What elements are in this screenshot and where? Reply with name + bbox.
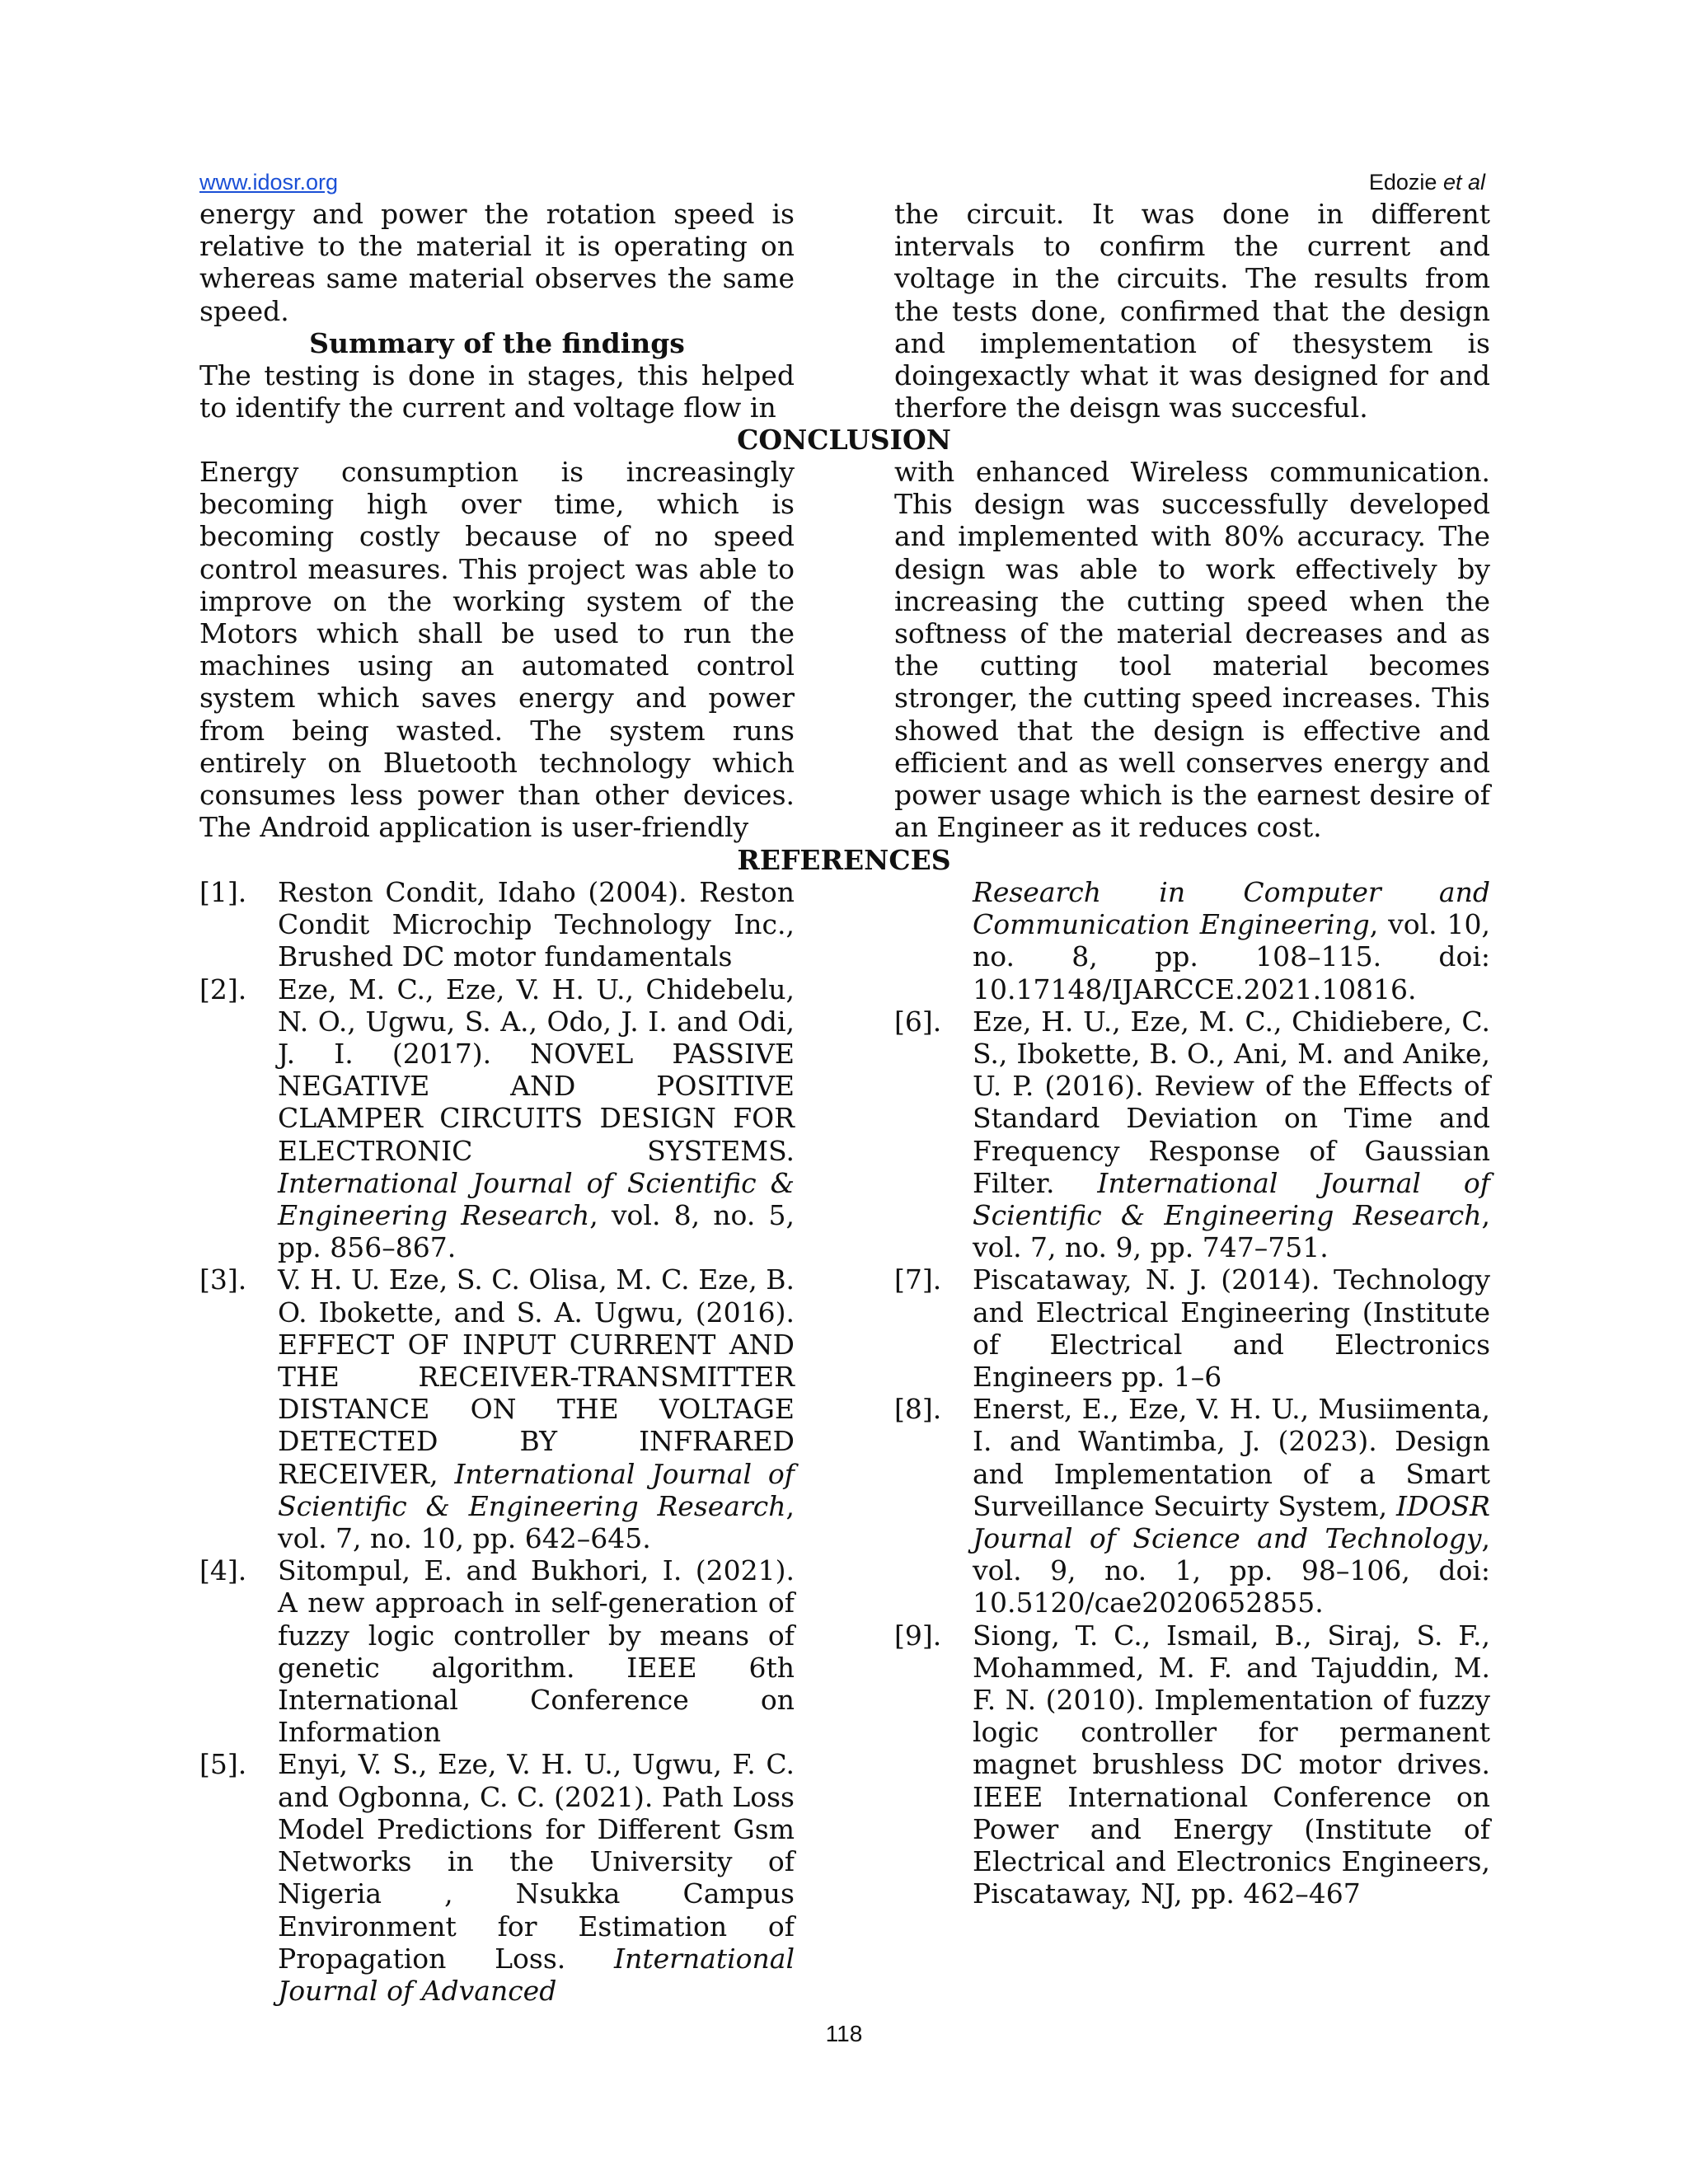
author-name: Edozie	[1368, 170, 1437, 194]
reference-item	[199, 1554, 795, 1748]
journal-name: Research in Computer and Communication Engineering	[973, 876, 1490, 941]
journal-name: International Journal of Scientific & Engineering Research	[278, 1457, 795, 1522]
reference-text: Enerst, E., Eze, V. H. U., Musiimenta, I. and Wantimba, J. (2023). Design and Implementation of a Smart Surveillance Secuirty System, IDOSR Journal of Science and Technology, vol. 9, no. 1, pp. 98–106, doi: 10.5120/cae2020652855.	[973, 1393, 1490, 1619]
page-number: 118	[825, 2021, 863, 2046]
reference-item	[199, 876, 795, 973]
references-heading: REFERENCES	[737, 844, 951, 876]
conclusion-paragraph: Energy consumption is increasingly becoming high over time, which is becoming costly because of no speed control measures. This project was able to improve on the working system of the Motors which shall be used to run the machines using an automated control system which saves energy and power from being wasted. The system runs entirely on Bluetooth technology which consumes less power than other devices. The Android application is user-friendly	[199, 456, 795, 844]
running-author	[1369, 169, 1485, 195]
summary-heading: Summary of the findings	[309, 326, 685, 359]
reference-item	[894, 1005, 1490, 1264]
reference-text: Reston Condit, Idaho (2004). Reston Condit Microchip Technology Inc., Brushed DC motor fundamentals	[278, 876, 795, 973]
reference-text: Siong, T. C., Ismail, B., Siraj, S. F., Mohammed, M. F. and Tajuddin, M. F. N. (2010). Implementation of fuzzy logic controller for permanent magnet brushless DC motor drives. IEEE International Conference on Power and Energy (Institute of Electrical and Electronics Engineers, Piscataway, NJ, pp. 462–467	[973, 1619, 1490, 1910]
conclusion-paragraph-continued: with enhanced Wireless communication. This design was successfully developed and implemented with 80% accuracy. The design was able to work effectively by increasing the cutting speed when the softness of the material decreases and as the cutting tool material becomes stronger, the cutting speed increases. This showed that the design is effective and efficient and as well conserves energy and power usage which is the earnest desire of an Engineer as it reduces cost.	[894, 456, 1490, 844]
journal-site-link[interactable]: www.idosr.org	[199, 170, 339, 194]
reference-number: [9].	[894, 1619, 942, 1652]
summary-paragraph-continued: the circuit. It was done in different intervals to confirm the current and voltage in the circuits. The results from the tests done, confirmed that the design and implementation of thesystem is doingexactly what it was designed for and therfore the deisgn was succesful.	[894, 198, 1490, 424]
reference-number: [5].	[199, 1748, 247, 1781]
reference-number: [3].	[199, 1263, 247, 1296]
reference-number: [4].	[199, 1554, 247, 1587]
reference-item	[199, 973, 795, 1264]
reference-item	[894, 1263, 1490, 1393]
journal-name: International Journal of Scientific & Engineering Research	[278, 1166, 795, 1232]
references-right-column	[894, 876, 1490, 1910]
reference-number: [8].	[894, 1393, 942, 1426]
top-right-column	[894, 198, 1490, 424]
journal-name: IDOSR Journal of Science and Technology	[973, 1489, 1490, 1555]
reference-text: V. H. U. Eze, S. C. Olisa, M. C. Eze, B. O. Ibokette, and S. A. Ugwu, (2016). EFFECT OF INPUT CURRENT AND THE RECEIVER-TRANSMITTER DISTANCE ON THE VOLTAGE DETECTED BY INFRARED RECEIVER, International Journal of Scientific & Engineering Research, vol. 7, no. 10, pp. 642–645.	[278, 1263, 795, 1555]
reference-text: Eze, M. C., Eze, V. H. U., Chidebelu, N. O., Ugwu, S. A., Odo, J. I. and Odi, J. I. (2017). NOVEL PASSIVE NEGATIVE AND POSITIVE CLAMPER CIRCUITS DESIGN FOR ELECTRONIC SYSTEMS. International Journal of Scientific & Engineering Research, vol. 8, no. 5, pp. 856–867.	[278, 972, 795, 1264]
reference-number: [2].	[199, 972, 247, 1005]
continuation-paragraph: energy and power the rotation speed is relative to the material it is operating on whereas same material observes the same speed.	[199, 198, 795, 327]
references-left-column	[199, 876, 795, 2007]
reference-item	[199, 1263, 795, 1554]
conclusion-heading: CONCLUSION	[737, 424, 951, 456]
conclusion-right-column	[894, 456, 1490, 843]
reference-text: Sitompul, E. and Bukhori, I. (2021). A new approach in self-generation of fuzzy logic controller by means of genetic algorithm. IEEE 6th International Conference on Information	[278, 1554, 795, 1749]
reference-item	[199, 1748, 795, 2007]
reference-text: Enyi, V. S., Eze, V. H. U., Ugwu, F. C. and Ogbonna, C. C. (2021). Path Loss Model Predictions for Different Gsm Networks in the University of Nigeria , Nsukka Campus Environment for Estimation of Propagation Loss. International Journal of Advanced	[278, 1748, 795, 2007]
reference-item	[894, 1393, 1490, 1619]
reference-text-continued: Research in Computer and Communication Engineering, vol. 10, no. 8, pp. 108–115. doi: 10.17148/IJARCCE.2021.10816.	[973, 876, 1490, 1005]
journal-name: International Journal of Advanced	[278, 1942, 795, 2007]
conclusion-left-column	[199, 456, 795, 843]
reference-number: [7].	[894, 1263, 942, 1296]
journal-name: International Journal of Scientific & Engineering Research	[973, 1166, 1490, 1232]
top-left-column	[199, 198, 795, 424]
reference-text: Piscataway, N. J. (2014). Technology and Electrical Engineering (Institute of Electrical and Electronics Engineers pp. 1–6	[973, 1263, 1490, 1394]
reference-item	[894, 1619, 1490, 1910]
reference-text: Eze, H. U., Eze, M. C., Chidiebere, C. S., Ibokette, B. O., Ani, M. and Anike, U. P. (2016). Review of the Effects of Standard Deviation on Time and Frequency Response of Gaussian Filter. International Journal of Scientific & Engineering Research, vol. 7, no. 9, pp. 747–751.	[973, 1005, 1490, 1264]
summary-paragraph: The testing is done in stages, this helped to identify the current and voltage flow in	[199, 359, 795, 424]
reference-number: [6].	[894, 1005, 942, 1038]
reference-number: [1].	[199, 876, 247, 908]
author-etal: et al	[1442, 170, 1485, 194]
